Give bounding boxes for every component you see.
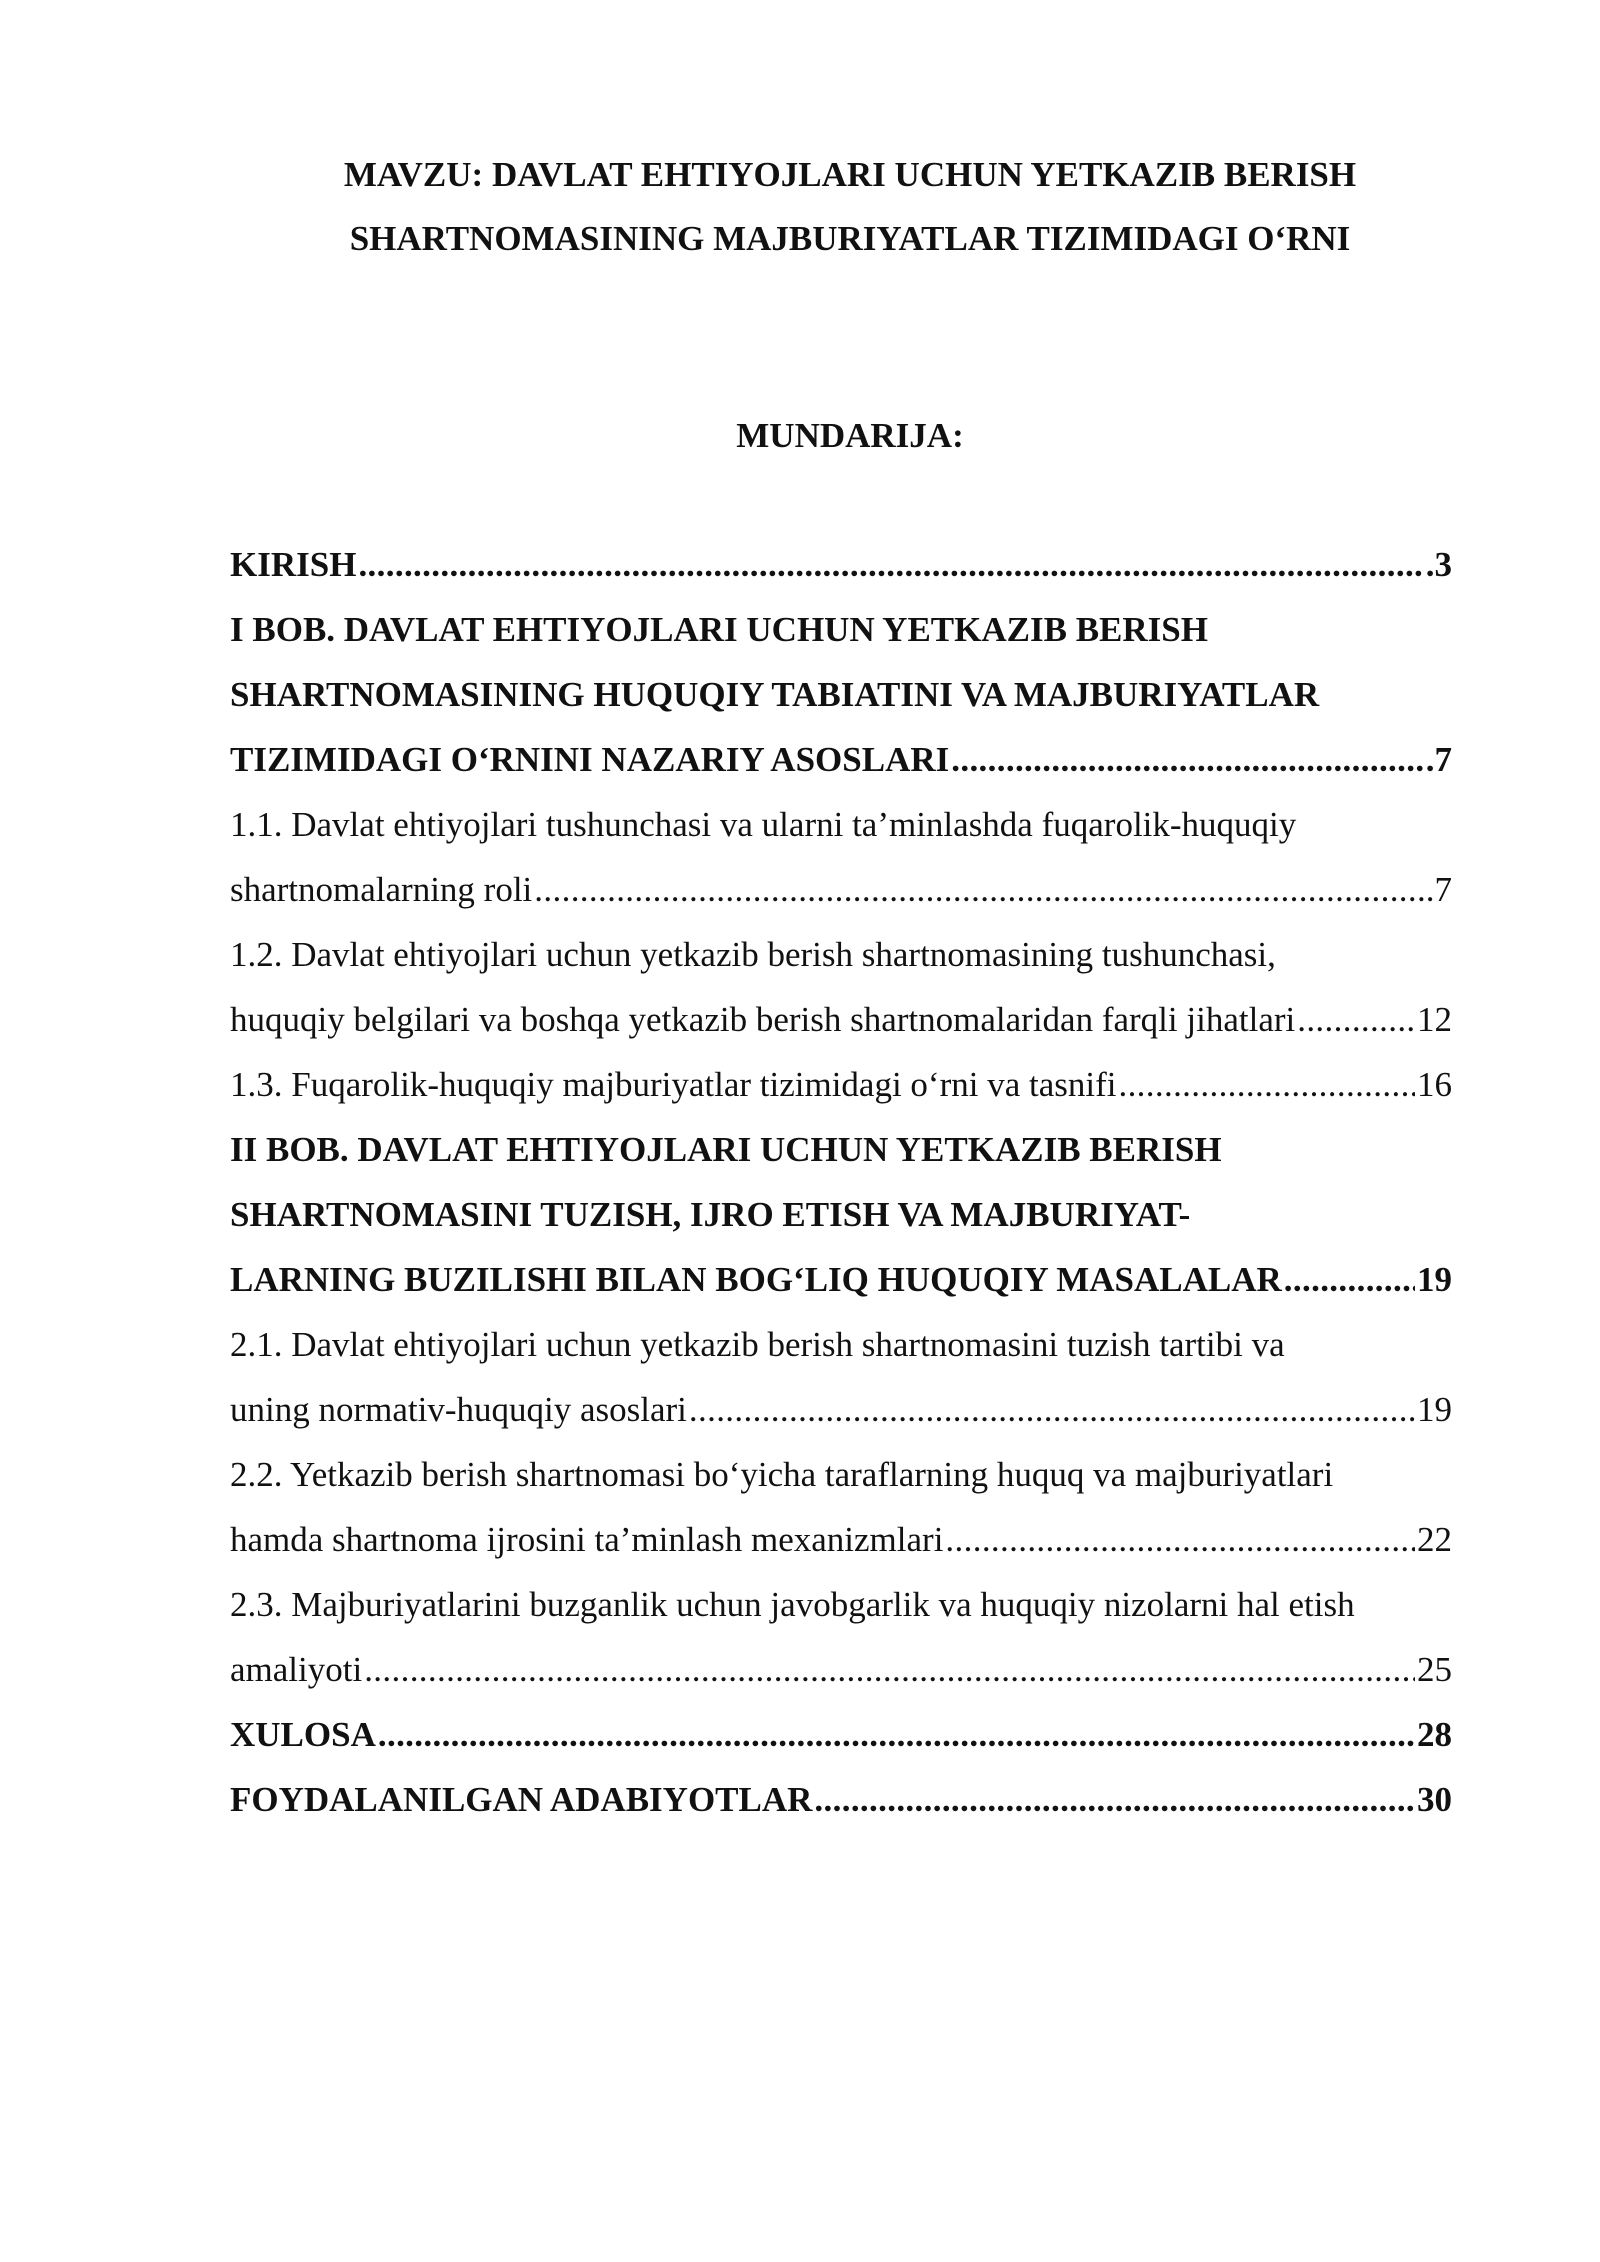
toc-section-1-3[interactable]: [230, 1052, 1452, 1117]
toc-entry-text: TIZIMIDAGI O‘RNINI NAZARIY ASOSLARI: [230, 740, 950, 779]
toc-section-2-1-line-1[interactable]: 2.1. Davlat ehtiyojlari uchun yetkazib berish shartnomasini tuzish tartibi va: [230, 1325, 1285, 1364]
toc-section-2-3-line-1[interactable]: 2.3. Majburiyatlarini buzganlik uchun javobgarlik va huquqiy nizolarni hal etish: [230, 1585, 1355, 1624]
toc-section-2-1-line-2[interactable]: [230, 1377, 1452, 1442]
toc-leader-dots: [951, 727, 1424, 792]
toc-page-number: .7: [1425, 870, 1452, 909]
toc-page-number: 16: [1417, 1065, 1452, 1104]
toc-page-number: .7: [1425, 740, 1452, 779]
toc-entry-text: FOYDALANILGAN ADABIYOTLAR: [230, 1780, 813, 1819]
toc-entry-text: XULOSA: [230, 1715, 376, 1754]
toc-section-2-3-line-2[interactable]: [230, 1637, 1452, 1702]
document-title: [230, 143, 1470, 271]
toc-section-2-2-line-1[interactable]: 2.2. Yetkazib berish shartnomasi bo‘yicha taraflarning huquq va majburiyatlari: [230, 1455, 1334, 1494]
toc-section-1-2-line-1[interactable]: 1.2. Davlat ehtiyojlari uchun yetkazib berish shartnomasining tushunchasi,: [230, 935, 1276, 974]
toc-entry-text: KIRISH: [230, 545, 357, 584]
toc-leader-dots: [689, 1377, 1415, 1442]
toc-leader-dots: [814, 1767, 1415, 1832]
toc-chapter-2-line-2[interactable]: SHARTNOMASINI TUZISH, IJRO ETISH VA MAJBURIYAT-: [230, 1195, 1191, 1234]
toc-entry-text: shartnomalarning roli: [230, 870, 533, 909]
toc-leader-dots: [378, 1702, 1415, 1767]
toc-chapter-1-line-3[interactable]: [230, 727, 1452, 792]
contents-heading: MUNDARIJA:: [736, 416, 964, 455]
toc-leader-dots: [358, 532, 1423, 597]
title-line-2: SHARTNOMASINING MAJBURIYATLAR TIZIMIDAGI O‘RNI: [349, 219, 1351, 258]
toc-section-2-2-line-2[interactable]: [230, 1507, 1452, 1572]
toc-entry-xulosa[interactable]: [230, 1702, 1452, 1767]
toc-page-number: 28: [1417, 1715, 1452, 1754]
toc-leader-dots: [1297, 987, 1415, 1052]
toc-leader-dots: [1284, 1247, 1415, 1312]
title-line-1: MAVZU: DAVLAT EHTIYOJLARI UCHUN YETKAZIB BERISH: [343, 155, 1357, 194]
toc-entry-kirish[interactable]: [230, 532, 1452, 597]
toc-chapter-2-line-1[interactable]: II BOB. DAVLAT EHTIYOJLARI UCHUN YETKAZIB BERISH: [230, 1130, 1222, 1169]
table-of-contents: [230, 532, 1452, 1832]
toc-page-number: 25: [1417, 1650, 1452, 1689]
toc-entry-text: hamda shartnoma ijrosini ta’minlash mexanizmlari: [230, 1520, 944, 1559]
toc-entry-text: LARNING BUZILISHI BILAN BOG‘LIQ HUQUQIY MASALALAR: [230, 1260, 1282, 1299]
toc-chapter-1-line-1[interactable]: I BOB. DAVLAT EHTIYOJLARI UCHUN YETKAZIB BERISH: [230, 610, 1208, 649]
toc-chapter-1-line-2[interactable]: SHARTNOMASINING HUQUQIY TABIATINI VA MAJBURIYATLAR: [230, 675, 1320, 714]
toc-page-number: 12: [1417, 1000, 1452, 1039]
toc-page-number: 19: [1417, 1260, 1452, 1299]
toc-entry-text: huquqiy belgilari va boshqa yetkazib berish shartnomalaridan farqli jihatlari: [230, 1000, 1296, 1039]
toc-leader-dots: [364, 1637, 1415, 1702]
toc-page-number: 22: [1417, 1520, 1452, 1559]
toc-chapter-2-line-3[interactable]: [230, 1247, 1452, 1312]
toc-entry-adabiyotlar[interactable]: [230, 1767, 1452, 1832]
toc-section-1-2-line-2[interactable]: [230, 987, 1452, 1052]
toc-entry-text: uning normativ-huquqiy asoslari: [230, 1390, 687, 1429]
toc-section-1-1-line-1[interactable]: 1.1. Davlat ehtiyojlari tushunchasi va ularni ta’minlashda fuqarolik-huquqiy: [230, 805, 1297, 844]
toc-leader-dots: [945, 1507, 1415, 1572]
toc-section-1-1-line-2[interactable]: [230, 857, 1452, 922]
toc-leader-dots: [1118, 1052, 1415, 1117]
toc-page-number: 30: [1417, 1780, 1452, 1819]
toc-page-number: 19: [1417, 1390, 1452, 1429]
toc-entry-text: amaliyoti: [230, 1650, 363, 1689]
toc-leader-dots: [534, 857, 1423, 922]
toc-entry-text: 1.3. Fuqarolik-huquqiy majburiyatlar tizimidagi o‘rni va tasnifi: [230, 1065, 1117, 1104]
toc-page-number: .3: [1425, 545, 1452, 584]
